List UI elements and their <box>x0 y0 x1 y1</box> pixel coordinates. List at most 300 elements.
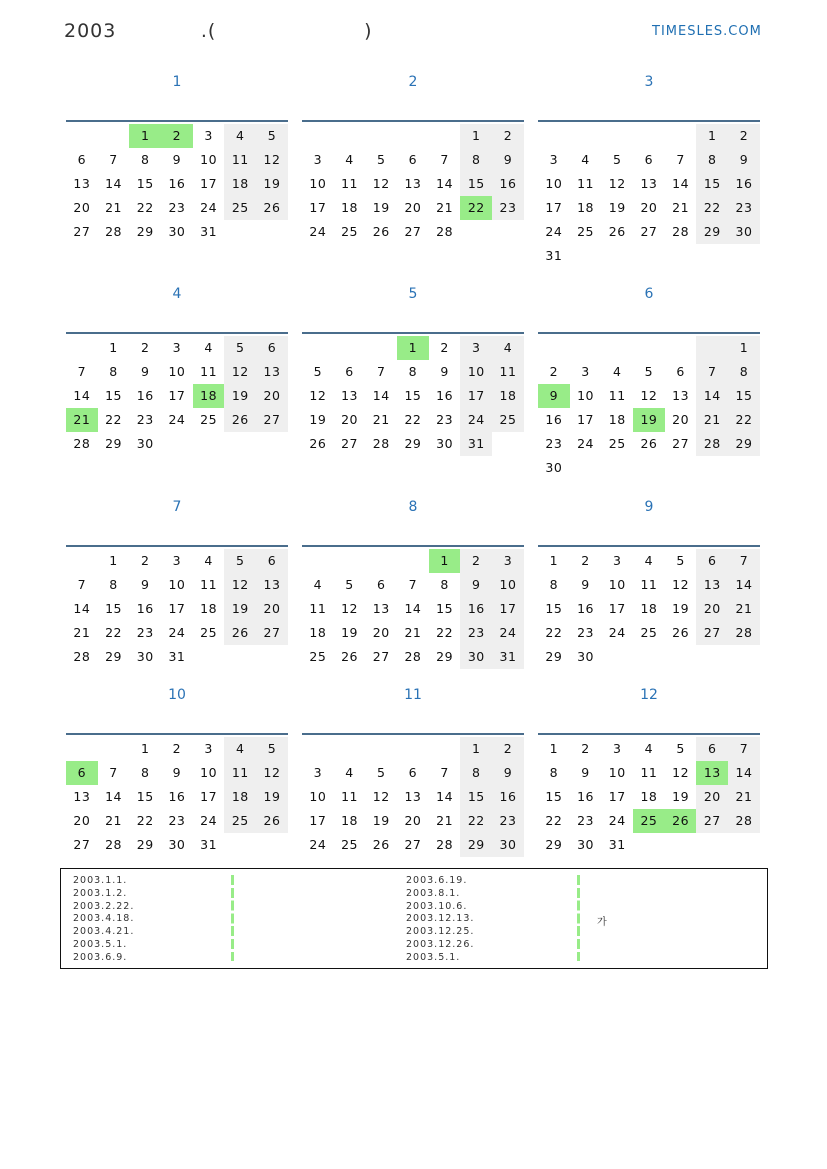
day-cell[interactable]: 7 <box>408 577 418 592</box>
day-cell[interactable]: 4 <box>644 553 654 568</box>
day-cell[interactable]: 27 <box>372 649 390 664</box>
day-cell[interactable]: 26 <box>672 625 690 640</box>
day-cell[interactable]: 20 <box>404 200 422 215</box>
day-cell[interactable]: 7 <box>77 364 87 379</box>
day-cell[interactable]: 30 <box>492 833 524 857</box>
day-cell[interactable]: 19 <box>309 412 327 427</box>
day-cell[interactable]: 10 <box>460 360 492 384</box>
day-cell[interactable]: 17 <box>460 384 492 408</box>
day-cell[interactable]: 9 <box>728 148 760 172</box>
day-cell[interactable]: 21 <box>105 200 122 215</box>
day-cell[interactable]: 27 <box>696 621 728 645</box>
day-cell[interactable]: 6 <box>676 364 685 379</box>
day-cell[interactable]: 17 <box>168 601 186 616</box>
day-cell[interactable]: 4 <box>644 741 654 756</box>
day-cell[interactable]: 22 <box>136 200 154 215</box>
day-cell[interactable]: 23 <box>492 196 524 220</box>
day-cell[interactable]: 2 <box>161 124 193 148</box>
day-cell[interactable]: 6 <box>644 152 654 167</box>
day-cell[interactable]: 26 <box>224 408 256 432</box>
day-cell[interactable]: 9 <box>140 577 150 592</box>
day-cell[interactable]: 11 <box>200 364 218 379</box>
day-cell[interactable]: 7 <box>676 152 685 167</box>
day-cell[interactable]: 23 <box>460 621 492 645</box>
day-cell[interactable]: 17 <box>577 412 594 427</box>
day-cell[interactable]: 26 <box>372 837 390 852</box>
day-cell[interactable]: 29 <box>460 833 492 857</box>
day-cell[interactable]: 21 <box>436 813 454 828</box>
day-cell[interactable]: 5 <box>676 553 685 568</box>
day-cell[interactable]: 31 <box>608 837 626 852</box>
day-cell[interactable]: 26 <box>256 809 288 833</box>
day-cell[interactable]: 16 <box>136 388 154 403</box>
day-cell[interactable]: 29 <box>105 436 122 451</box>
day-cell[interactable]: 2 <box>140 340 150 355</box>
day-cell[interactable]: 11 <box>577 176 594 191</box>
day-cell[interactable]: 7 <box>376 364 386 379</box>
day-cell[interactable]: 13 <box>73 176 91 191</box>
day-cell[interactable]: 24 <box>608 813 626 828</box>
day-cell[interactable]: 14 <box>372 388 390 403</box>
day-cell[interactable]: 7 <box>440 765 449 780</box>
day-cell[interactable]: 16 <box>492 172 524 196</box>
day-cell[interactable]: 29 <box>436 649 454 664</box>
day-cell[interactable]: 28 <box>728 809 760 833</box>
day-cell[interactable]: 25 <box>492 408 524 432</box>
day-cell[interactable]: 31 <box>200 224 218 239</box>
day-cell[interactable]: 15 <box>696 172 728 196</box>
day-cell[interactable]: 22 <box>436 625 454 640</box>
day-cell[interactable]: 30 <box>136 649 154 664</box>
day-cell[interactable]: 16 <box>545 412 563 427</box>
day-cell[interactable]: 31 <box>460 432 492 456</box>
day-cell[interactable]: 22 <box>460 809 492 833</box>
day-cell[interactable]: 19 <box>256 785 288 809</box>
day-cell[interactable]: 11 <box>224 148 256 172</box>
day-cell[interactable]: 16 <box>577 789 594 804</box>
day-cell[interactable]: 10 <box>200 765 218 780</box>
day-cell[interactable]: 16 <box>577 601 594 616</box>
day-cell[interactable]: 13 <box>672 388 690 403</box>
day-cell[interactable]: 8 <box>460 148 492 172</box>
day-cell[interactable]: 21 <box>73 625 91 640</box>
day-cell[interactable]: 17 <box>492 597 524 621</box>
day-cell[interactable]: 25 <box>341 837 358 852</box>
day-cell[interactable]: 28 <box>105 837 122 852</box>
day-cell[interactable]: 9 <box>492 761 524 785</box>
day-cell[interactable]: 7 <box>77 577 87 592</box>
day-cell[interactable]: 23 <box>168 813 186 828</box>
day-cell[interactable]: 28 <box>436 224 454 239</box>
day-cell[interactable]: 31 <box>492 645 524 669</box>
day-cell[interactable]: 30 <box>545 460 563 475</box>
day-cell[interactable]: 2 <box>581 553 590 568</box>
day-cell[interactable]: 4 <box>581 152 590 167</box>
day-cell[interactable]: 9 <box>440 364 449 379</box>
day-cell[interactable]: 28 <box>73 436 91 451</box>
day-cell[interactable]: 27 <box>73 224 91 239</box>
day-cell[interactable]: 8 <box>549 765 559 780</box>
day-cell[interactable]: 21 <box>372 412 390 427</box>
day-cell[interactable]: 17 <box>608 601 626 616</box>
day-cell[interactable]: 30 <box>577 837 594 852</box>
day-cell[interactable]: 18 <box>193 384 225 408</box>
day-cell[interactable]: 28 <box>372 436 390 451</box>
day-cell[interactable]: 6 <box>256 336 288 360</box>
day-cell[interactable]: 11 <box>309 601 327 616</box>
day-cell[interactable]: 5 <box>676 741 685 756</box>
day-cell[interactable]: 21 <box>728 597 760 621</box>
day-cell[interactable]: 7 <box>109 152 118 167</box>
day-cell[interactable]: 10 <box>608 577 626 592</box>
day-cell[interactable]: 16 <box>492 785 524 809</box>
day-cell[interactable]: 1 <box>397 336 429 360</box>
day-cell[interactable]: 21 <box>696 408 728 432</box>
day-cell[interactable]: 3 <box>612 553 622 568</box>
day-cell[interactable]: 6 <box>696 737 728 761</box>
day-cell[interactable]: 13 <box>696 573 728 597</box>
day-cell[interactable]: 25 <box>309 649 327 664</box>
day-cell[interactable]: 28 <box>105 224 122 239</box>
day-cell[interactable]: 11 <box>608 388 626 403</box>
day-cell[interactable]: 15 <box>136 176 154 191</box>
day-cell[interactable]: 14 <box>672 176 690 191</box>
day-cell[interactable]: 15 <box>105 388 122 403</box>
day-cell[interactable]: 7 <box>109 765 118 780</box>
day-cell[interactable]: 14 <box>436 789 454 804</box>
day-cell[interactable]: 24 <box>545 224 563 239</box>
day-cell[interactable]: 8 <box>109 577 118 592</box>
day-cell[interactable]: 10 <box>309 789 327 804</box>
day-cell[interactable]: 16 <box>136 601 154 616</box>
day-cell[interactable]: 29 <box>404 436 422 451</box>
day-cell[interactable]: 5 <box>345 577 354 592</box>
day-cell[interactable]: 31 <box>545 248 563 263</box>
day-cell[interactable]: 22 <box>696 196 728 220</box>
day-cell[interactable]: 20 <box>372 625 390 640</box>
day-cell[interactable]: 16 <box>168 789 186 804</box>
day-cell[interactable]: 9 <box>460 573 492 597</box>
day-cell[interactable]: 8 <box>109 364 118 379</box>
day-cell[interactable]: 22 <box>545 625 563 640</box>
day-cell[interactable]: 23 <box>436 412 454 427</box>
day-cell[interactable]: 20 <box>404 813 422 828</box>
day-cell[interactable]: 24 <box>200 813 218 828</box>
day-cell[interactable]: 16 <box>436 388 454 403</box>
day-cell[interactable]: 17 <box>608 789 626 804</box>
day-cell[interactable]: 29 <box>545 837 563 852</box>
day-cell[interactable]: 24 <box>608 625 626 640</box>
day-cell[interactable]: 3 <box>460 336 492 360</box>
day-cell[interactable]: 18 <box>200 601 218 616</box>
day-cell[interactable]: 3 <box>313 152 323 167</box>
day-cell[interactable]: 18 <box>341 200 358 215</box>
day-cell[interactable]: 24 <box>309 837 327 852</box>
day-cell[interactable]: 28 <box>73 649 91 664</box>
day-cell[interactable]: 8 <box>460 761 492 785</box>
day-cell[interactable]: 4 <box>345 765 354 780</box>
day-cell[interactable]: 26 <box>341 649 358 664</box>
day-cell[interactable]: 27 <box>404 837 422 852</box>
day-cell[interactable]: 25 <box>341 224 358 239</box>
day-cell[interactable]: 14 <box>105 789 122 804</box>
day-cell[interactable]: 17 <box>309 200 327 215</box>
day-cell[interactable]: 1 <box>140 741 150 756</box>
day-cell[interactable]: 25 <box>224 809 256 833</box>
day-cell[interactable]: 1 <box>460 737 492 761</box>
day-cell[interactable]: 31 <box>200 837 218 852</box>
day-cell[interactable]: 27 <box>640 224 658 239</box>
day-cell[interactable]: 14 <box>73 388 91 403</box>
day-cell[interactable]: 8 <box>408 364 418 379</box>
day-cell[interactable]: 10 <box>492 573 524 597</box>
day-cell[interactable]: 6 <box>256 549 288 573</box>
day-cell[interactable]: 30 <box>168 837 186 852</box>
day-cell[interactable]: 28 <box>672 224 690 239</box>
day-cell[interactable]: 26 <box>224 621 256 645</box>
day-cell[interactable]: 20 <box>640 200 658 215</box>
day-cell[interactable]: 11 <box>200 577 218 592</box>
day-cell[interactable]: 29 <box>545 649 563 664</box>
day-cell[interactable]: 24 <box>460 408 492 432</box>
day-cell[interactable]: 5 <box>224 549 256 573</box>
day-cell[interactable]: 6 <box>66 761 98 785</box>
day-cell[interactable]: 23 <box>577 625 594 640</box>
day-cell[interactable]: 3 <box>612 741 622 756</box>
day-cell[interactable]: 29 <box>105 649 122 664</box>
day-cell[interactable]: 22 <box>404 412 422 427</box>
day-cell[interactable]: 9 <box>172 765 182 780</box>
day-cell[interactable]: 14 <box>696 384 728 408</box>
day-cell[interactable]: 10 <box>168 577 186 592</box>
day-cell[interactable]: 27 <box>256 408 288 432</box>
day-cell[interactable]: 2 <box>581 741 590 756</box>
day-cell[interactable]: 19 <box>224 597 256 621</box>
day-cell[interactable]: 8 <box>440 577 449 592</box>
day-cell[interactable]: 16 <box>168 176 186 191</box>
day-cell[interactable]: 2 <box>172 741 182 756</box>
day-cell[interactable]: 4 <box>204 340 213 355</box>
day-cell[interactable]: 27 <box>404 224 422 239</box>
day-cell[interactable]: 2 <box>728 124 760 148</box>
day-cell[interactable]: 18 <box>640 601 658 616</box>
day-cell[interactable]: 14 <box>728 761 760 785</box>
day-cell[interactable]: 7 <box>728 737 760 761</box>
day-cell[interactable]: 25 <box>224 196 256 220</box>
day-cell[interactable]: 15 <box>460 785 492 809</box>
day-cell[interactable]: 26 <box>309 436 327 451</box>
day-cell[interactable]: 10 <box>200 152 218 167</box>
day-cell[interactable]: 20 <box>672 412 690 427</box>
day-cell[interactable]: 19 <box>341 625 358 640</box>
day-cell[interactable]: 15 <box>545 789 563 804</box>
day-cell[interactable]: 7 <box>696 360 728 384</box>
day-cell[interactable]: 18 <box>577 200 594 215</box>
day-cell[interactable]: 10 <box>168 364 186 379</box>
day-cell[interactable]: 3 <box>492 549 524 573</box>
day-cell[interactable]: 29 <box>136 837 154 852</box>
day-cell[interactable]: 4 <box>492 336 524 360</box>
day-cell[interactable]: 1 <box>429 549 461 573</box>
day-cell[interactable]: 11 <box>640 765 658 780</box>
day-cell[interactable]: 19 <box>672 789 690 804</box>
day-cell[interactable]: 15 <box>105 601 122 616</box>
day-cell[interactable]: 21 <box>404 625 422 640</box>
day-cell[interactable]: 11 <box>341 789 358 804</box>
day-cell[interactable]: 23 <box>728 196 760 220</box>
day-cell[interactable]: 15 <box>436 601 454 616</box>
day-cell[interactable]: 12 <box>640 388 658 403</box>
day-cell[interactable]: 25 <box>200 625 218 640</box>
day-cell[interactable]: 5 <box>224 336 256 360</box>
day-cell[interactable]: 21 <box>66 408 98 432</box>
day-cell[interactable]: 13 <box>640 176 658 191</box>
day-cell[interactable]: 2 <box>140 553 150 568</box>
day-cell[interactable]: 12 <box>224 573 256 597</box>
day-cell[interactable]: 24 <box>168 625 186 640</box>
day-cell[interactable]: 8 <box>549 577 559 592</box>
day-cell[interactable]: 6 <box>376 577 386 592</box>
day-cell[interactable]: 30 <box>460 645 492 669</box>
day-cell[interactable]: 10 <box>577 388 594 403</box>
day-cell[interactable]: 5 <box>256 737 288 761</box>
day-cell[interactable]: 26 <box>608 224 626 239</box>
day-cell[interactable]: 18 <box>224 172 256 196</box>
day-cell[interactable]: 3 <box>581 364 590 379</box>
day-cell[interactable]: 27 <box>341 436 358 451</box>
day-cell[interactable]: 30 <box>136 436 154 451</box>
day-cell[interactable]: 12 <box>672 577 690 592</box>
day-cell[interactable]: 26 <box>640 436 658 451</box>
day-cell[interactable]: 3 <box>172 553 182 568</box>
day-cell[interactable]: 25 <box>577 224 594 239</box>
day-cell[interactable]: 12 <box>608 176 626 191</box>
day-cell[interactable]: 19 <box>372 200 390 215</box>
day-cell[interactable]: 17 <box>200 789 218 804</box>
day-cell[interactable]: 10 <box>608 765 626 780</box>
day-cell[interactable]: 16 <box>460 597 492 621</box>
day-cell[interactable]: 10 <box>545 176 563 191</box>
day-cell[interactable]: 30 <box>577 649 594 664</box>
day-cell[interactable]: 17 <box>168 388 186 403</box>
day-cell[interactable]: 1 <box>460 124 492 148</box>
day-cell[interactable]: 27 <box>256 621 288 645</box>
day-cell[interactable]: 25 <box>200 412 218 427</box>
day-cell[interactable]: 1 <box>109 340 118 355</box>
day-cell[interactable]: 23 <box>492 809 524 833</box>
day-cell[interactable]: 11 <box>341 176 358 191</box>
day-cell[interactable]: 25 <box>608 436 626 451</box>
day-cell[interactable]: 4 <box>224 124 256 148</box>
day-cell[interactable]: 13 <box>73 789 91 804</box>
day-cell[interactable]: 15 <box>460 172 492 196</box>
day-cell[interactable]: 18 <box>492 384 524 408</box>
day-cell[interactable]: 22 <box>460 196 492 220</box>
day-cell[interactable]: 7 <box>440 152 449 167</box>
day-cell[interactable]: 14 <box>73 601 91 616</box>
day-cell[interactable]: 2 <box>492 124 524 148</box>
day-cell[interactable]: 13 <box>404 789 422 804</box>
day-cell[interactable]: 9 <box>492 148 524 172</box>
day-cell[interactable]: 12 <box>224 360 256 384</box>
day-cell[interactable]: 6 <box>77 152 87 167</box>
day-cell[interactable]: 1 <box>549 741 559 756</box>
day-cell[interactable]: 8 <box>696 148 728 172</box>
day-cell[interactable]: 29 <box>728 432 760 456</box>
day-cell[interactable]: 26 <box>665 809 697 833</box>
day-cell[interactable]: 19 <box>672 601 690 616</box>
day-cell[interactable]: 3 <box>549 152 559 167</box>
day-cell[interactable]: 12 <box>309 388 327 403</box>
day-cell[interactable]: 5 <box>376 152 386 167</box>
day-cell[interactable]: 28 <box>696 432 728 456</box>
day-cell[interactable]: 9 <box>172 152 182 167</box>
day-cell[interactable]: 4 <box>345 152 354 167</box>
day-cell[interactable]: 5 <box>256 124 288 148</box>
day-cell[interactable]: 13 <box>696 761 728 785</box>
day-cell[interactable]: 3 <box>204 128 213 143</box>
day-cell[interactable]: 13 <box>256 573 288 597</box>
day-cell[interactable]: 17 <box>200 176 218 191</box>
day-cell[interactable]: 3 <box>313 765 323 780</box>
day-cell[interactable]: 18 <box>640 789 658 804</box>
day-cell[interactable]: 12 <box>672 765 690 780</box>
day-cell[interactable]: 20 <box>73 813 91 828</box>
day-cell[interactable]: 15 <box>728 384 760 408</box>
day-cell[interactable]: 6 <box>696 549 728 573</box>
day-cell[interactable]: 15 <box>404 388 422 403</box>
day-cell[interactable]: 8 <box>728 360 760 384</box>
day-cell[interactable]: 21 <box>436 200 454 215</box>
day-cell[interactable]: 4 <box>224 737 256 761</box>
day-cell[interactable]: 25 <box>633 809 665 833</box>
day-cell[interactable]: 19 <box>608 200 626 215</box>
day-cell[interactable]: 23 <box>136 625 154 640</box>
day-cell[interactable]: 13 <box>404 176 422 191</box>
day-cell[interactable]: 2 <box>549 364 559 379</box>
day-cell[interactable]: 24 <box>577 436 594 451</box>
day-cell[interactable]: 25 <box>640 625 658 640</box>
day-cell[interactable]: 3 <box>172 340 182 355</box>
day-cell[interactable]: 12 <box>256 148 288 172</box>
day-cell[interactable]: 4 <box>313 577 323 592</box>
day-cell[interactable]: 27 <box>672 436 690 451</box>
day-cell[interactable]: 14 <box>404 601 422 616</box>
day-cell[interactable]: 30 <box>728 220 760 244</box>
day-cell[interactable]: 30 <box>168 224 186 239</box>
day-cell[interactable]: 20 <box>341 412 358 427</box>
day-cell[interactable]: 23 <box>577 813 594 828</box>
day-cell[interactable]: 22 <box>728 408 760 432</box>
day-cell[interactable]: 13 <box>256 360 288 384</box>
day-cell[interactable]: 24 <box>200 200 218 215</box>
day-cell[interactable]: 19 <box>256 172 288 196</box>
day-cell[interactable]: 12 <box>341 601 358 616</box>
day-cell[interactable]: 19 <box>372 813 390 828</box>
day-cell[interactable]: 24 <box>168 412 186 427</box>
day-cell[interactable]: 1 <box>129 124 161 148</box>
day-cell[interactable]: 22 <box>105 412 122 427</box>
day-cell[interactable]: 9 <box>140 364 150 379</box>
day-cell[interactable]: 27 <box>73 837 91 852</box>
day-cell[interactable]: 31 <box>168 649 186 664</box>
day-cell[interactable]: 9 <box>538 384 570 408</box>
day-cell[interactable]: 4 <box>612 364 622 379</box>
day-cell[interactable]: 11 <box>492 360 524 384</box>
day-cell[interactable]: 5 <box>612 152 622 167</box>
day-cell[interactable]: 1 <box>109 553 118 568</box>
day-cell[interactable]: 12 <box>372 176 390 191</box>
